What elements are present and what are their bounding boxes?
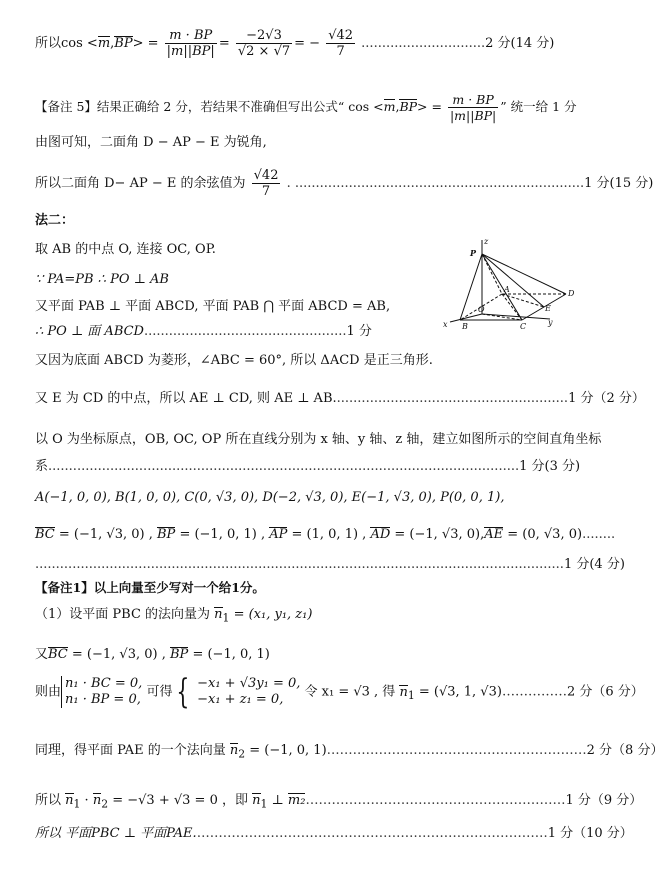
text: 则由 xyxy=(35,684,62,700)
value: = (1, 0, 1) , xyxy=(291,527,367,542)
vector-bp: BP xyxy=(156,527,176,542)
condition-system xyxy=(61,676,142,708)
subscript: 1 xyxy=(260,797,268,811)
midpoint-line: 取 AB 的中点 O, 连接 OC, OP. xyxy=(35,242,216,257)
po-perp-line xyxy=(35,323,372,341)
denominator: |m||BP| xyxy=(166,44,215,59)
edge-pa xyxy=(482,254,502,294)
subscript: 1 xyxy=(407,689,415,703)
vector-n: n xyxy=(214,607,223,622)
text: 所以 平面PBC ⊥ 平面PAE. xyxy=(35,826,197,841)
leader-dots: ................................................. xyxy=(143,324,347,339)
label-c: C xyxy=(520,322,527,331)
equals: = − xyxy=(294,36,321,51)
comma: , xyxy=(110,36,115,51)
leader-dots: .................................................................................................................. xyxy=(48,459,520,474)
ae-perp-line xyxy=(35,390,645,408)
label-y: y xyxy=(548,318,553,327)
vector-n: n xyxy=(92,793,102,808)
coordinate-system-line: 以 O 为坐标原点，OB, OC, OP 所在直线分别为 x 轴、y 轴、z 轴，建立如图所示的空间直角坐标 xyxy=(35,432,602,447)
coordinate-system-score xyxy=(35,458,580,476)
score: 2 分(14 分) xyxy=(485,36,555,51)
vector-n: n xyxy=(65,793,74,808)
denominator: |m||BP| xyxy=(449,108,497,123)
solve-normal-line xyxy=(35,672,644,712)
equation-system xyxy=(194,676,300,708)
value: = (x₁, y₁, z₁) xyxy=(233,607,313,622)
fraction-formula xyxy=(448,92,498,123)
score: 2 分（6 分） xyxy=(566,684,644,700)
dot-product-zero-line xyxy=(35,792,642,814)
numerator: √42 xyxy=(253,168,279,183)
score: 2 分（8 分） xyxy=(586,743,663,758)
equals: > = xyxy=(132,36,159,51)
text: 可得 xyxy=(146,684,173,700)
label-p: P xyxy=(470,248,477,258)
value: = (−1, √3, 0), xyxy=(394,527,485,542)
vector-n: n xyxy=(252,793,261,808)
score: 1 分（2 分） xyxy=(568,391,645,406)
segment-ae xyxy=(502,294,544,307)
bc-bp-vectors-line xyxy=(35,646,270,664)
text: ∴ PO ⊥ 面 ABCD xyxy=(35,324,144,339)
text: 令 x₁ = √3 , 得 xyxy=(304,684,396,700)
text: （1）设平面 PBC 的法向量为 xyxy=(35,607,211,622)
score: 1 分(3 分) xyxy=(519,459,581,474)
vector-bc: BC xyxy=(48,647,68,662)
numerator: m · BP xyxy=(448,92,498,108)
label-e: E xyxy=(545,304,551,313)
point-coordinates-line: A(−1, 0, 0), B(1, 0, 0), C(0, √3, 0), D(−2, √3, 0), E(−1, √3, 0), P(0, 0, 1), xyxy=(35,490,505,505)
pae-normal-line xyxy=(35,742,663,764)
brace-icon: { xyxy=(176,672,190,712)
numerator: m · BP xyxy=(165,28,217,44)
numerator: √42 xyxy=(328,28,354,43)
x-axis xyxy=(450,314,482,322)
text: 又 xyxy=(35,647,49,662)
score: 1 分(15 分) xyxy=(584,176,654,191)
value: = (0, √3, 0) xyxy=(507,527,583,542)
denominator: 7 xyxy=(261,184,271,199)
value: = (−1, 0, 1) , xyxy=(179,527,266,542)
subscript: 1 xyxy=(222,611,230,625)
fraction-result xyxy=(252,168,281,199)
vector-bc: BC xyxy=(35,527,55,542)
pa-pb-line: ∵ PA=PB ∴ PO ⊥ AB xyxy=(35,272,169,287)
result-line-14 xyxy=(35,28,554,59)
score: 1 分(4 分) xyxy=(563,557,625,572)
leader-dots: ……………………………………………………………………… xyxy=(196,826,548,841)
value: = (−1, √3, 0) , xyxy=(58,527,153,542)
equation-2: −x₁ + z₁ = 0, xyxy=(197,692,284,707)
pyramid-figure xyxy=(440,236,590,331)
dot: · xyxy=(80,793,93,808)
vector-n: n xyxy=(229,743,239,758)
fraction-dot-product xyxy=(165,28,217,59)
leader-dots: …………………………………………………… xyxy=(305,793,566,808)
subscript: 2 xyxy=(101,797,109,811)
leader-dots: …………………………………………………… xyxy=(326,743,587,758)
label-b: B xyxy=(462,322,468,331)
note-5 xyxy=(35,92,577,123)
value: = (−1, 0, 1) xyxy=(192,647,270,662)
score: 1 分（10 分） xyxy=(547,826,633,841)
denominator: √2 × √7 xyxy=(237,44,291,59)
equation-1: −x₁ + √3y₁ = 0, xyxy=(197,676,301,691)
comma: , xyxy=(395,99,400,114)
vector-n: n xyxy=(399,684,408,700)
conclusion-line xyxy=(35,825,633,843)
note-text-end: ” 统一给 1 分 xyxy=(500,99,577,114)
text: 所以 xyxy=(35,793,62,808)
value: = (−1, 0, 1) xyxy=(249,743,327,758)
subscript: 2 xyxy=(238,747,246,761)
leader-dots: . ...................................................................... xyxy=(286,176,585,191)
leader-dots: ........................................................ xyxy=(336,391,569,406)
vector-list-line xyxy=(35,526,615,544)
score: 1 分（9 分） xyxy=(565,793,643,808)
equals: = xyxy=(218,36,230,51)
fraction-result xyxy=(326,28,355,59)
vector-score-line xyxy=(35,556,625,574)
rhombus-line: 又因为底面 ABCD 为菱形，∠ABC = 60°, 所以 ΔACD 是正三角形. xyxy=(35,353,433,368)
label-x: x xyxy=(443,320,448,329)
cos-prefix: 所以cos < xyxy=(35,36,98,51)
leader-dots: .............................. xyxy=(361,36,486,51)
vector-bp: BP xyxy=(399,99,418,114)
vector-bp: BP xyxy=(170,647,189,662)
acute-angle-line: 由图可知，二面角 D − AP − E 为锐角, xyxy=(35,135,267,150)
leader-dots: ........ xyxy=(582,527,616,542)
value: = (√3, 1, √3) xyxy=(418,684,502,700)
numerator: −2√3 xyxy=(236,28,292,44)
denominator: 7 xyxy=(336,44,345,59)
perp-symbol: ⊥ xyxy=(271,793,284,808)
score: 1 分 xyxy=(346,324,372,339)
value: = −√3 + √3 = 0 ，即 xyxy=(112,793,248,808)
label-z: z xyxy=(484,237,489,246)
vector-m: m xyxy=(383,99,396,114)
fraction-value xyxy=(236,28,292,59)
y-axis xyxy=(482,314,550,319)
text: 同理，得平面 PAE 的一个法向量 xyxy=(35,743,226,758)
value: = (−1, √3, 0) , xyxy=(71,647,166,662)
text: 系 xyxy=(35,459,49,474)
equals: > = xyxy=(417,99,442,114)
note-text: 【备注 5】结果正确给 2 分，若结果不准确但写出公式“ cos < xyxy=(35,99,384,114)
normal-vector-def-line xyxy=(35,606,312,628)
method-two-heading: 法二： xyxy=(35,213,75,228)
vector-ap: AP xyxy=(269,527,288,542)
note-1: 【备注1】以上向量至少写对一个给1分。 xyxy=(35,580,265,595)
text: 又 E 为 CD 的中点，所以 AE ⊥ CD, 则 AE ⊥ AB. xyxy=(35,391,337,406)
cosine-result-line xyxy=(35,168,653,199)
label-d: D xyxy=(568,289,575,298)
label-a: A xyxy=(504,285,510,294)
vector-m: m₂ xyxy=(287,793,306,808)
leader-dots: ................................................................................................................................ xyxy=(35,557,564,572)
leader-dots: …………… xyxy=(501,684,567,700)
label-o: O xyxy=(478,305,485,314)
text: 所以二面角 D− AP − E 的余弦值为 xyxy=(35,176,246,191)
vector-bp: BP xyxy=(114,36,133,51)
plane-perp-line: 又平面 PAB ⊥ 平面 ABCD, 平面 PAB ⋂ 平面 ABCD = AB, xyxy=(35,299,391,314)
condition-2: n₁ · BP = 0, xyxy=(65,692,141,707)
subscript: 1 xyxy=(73,797,81,811)
condition-1: n₁ · BC = 0, xyxy=(65,676,143,691)
vector-ae: AE xyxy=(484,527,504,542)
vector-m: m xyxy=(97,36,111,51)
vector-ad: AD xyxy=(370,527,391,542)
edge-pe xyxy=(482,254,544,307)
